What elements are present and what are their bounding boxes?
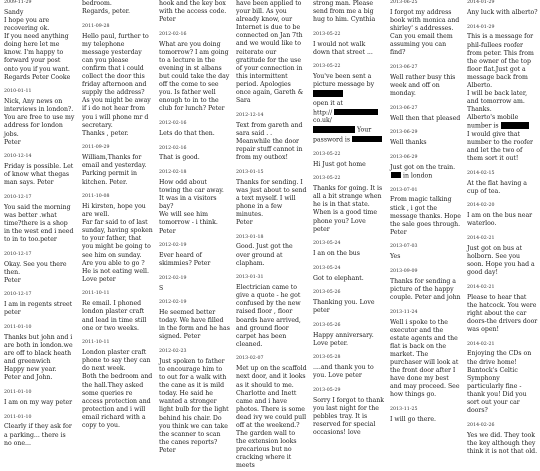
message-body: Text from gareth and sara said . . Meanwhile the door repair stuff cannot in from my outbox! (236, 121, 305, 161)
message-body: Please to hear that the hatcock. You were right about the car doors-the drivers door was open! (467, 293, 540, 333)
message-date: 2012-02-19 (159, 275, 187, 281)
message-body: He seemed better today. We have filled in the form and he has signed. Peter (159, 309, 232, 341)
message-text (390, 196, 461, 236)
message-date: 2014-02-21 (467, 284, 495, 290)
message-body: Got to elephant. (313, 274, 364, 282)
message-text (159, 309, 230, 341)
message-text (313, 0, 384, 24)
message-text (313, 41, 384, 57)
message-text (4, 399, 75, 407)
message-text (4, 163, 75, 187)
message-entry (390, 155, 461, 180)
message-body: Met up on the scaffold next door, and it looks as it should to me. Charlotte and Inett came and i have photos. There is some dead ivy we could pull off at the weekend.? The garden wall to the extension looks precarious but no cracking where it meets (236, 365, 309, 470)
message-date: 2011-10-11 (82, 291, 110, 297)
message-text (159, 0, 230, 24)
message-text (4, 334, 75, 383)
message-date: 2011-10-08 (82, 194, 110, 200)
message-body: Lets do that then. (159, 129, 215, 137)
message-entry (390, 130, 461, 147)
message-date: 2014-02-26 (467, 422, 495, 428)
message-body: Good. Just got the over ground at clapham. (236, 243, 295, 267)
message-text (159, 41, 230, 114)
message-text (390, 115, 461, 123)
message-text (236, 0, 307, 105)
message-text (82, 300, 153, 332)
message-entry (4, 292, 75, 317)
message-text (313, 299, 384, 315)
message-body: I am on the bus near waterloo. (467, 212, 535, 228)
message-entry (467, 0, 538, 17)
message-text (390, 164, 461, 180)
message-column (236, 0, 309, 470)
message-body: Electrician came to give a quote - he got confused by the new raised floor , floor boards have arrived, and ground floor carpet has been cleaned. (236, 284, 303, 348)
message-date: 2013-05-24 (313, 241, 341, 247)
message-body: What are you doing tomorrow? I am going to a lecture in the evening in st albans but could take the day off the come to see you. Is father well enough to in to the club for lunch? Peter (159, 40, 232, 113)
message-text (236, 243, 307, 267)
message-date: 2013-06-27 (390, 64, 418, 70)
message-date: 2013-05-24 (313, 265, 341, 271)
message-text (313, 364, 384, 380)
message-date: 2013-06-25 (390, 0, 418, 5)
message-entry (159, 243, 230, 268)
message-text (236, 365, 307, 470)
message-entry (4, 390, 75, 407)
message-body: Well thanks (390, 139, 427, 147)
message-body: I an on the bus (313, 250, 360, 258)
message-entry (159, 32, 230, 114)
message-entry (467, 171, 538, 196)
message-body: Well rather busy this week and off on monday. (390, 73, 458, 98)
message-date: 2013-06-29 (390, 154, 418, 160)
message-body: Thanks but john and i are both in london.we are off to black heath and greenwich Happy new year. Peter and John. (4, 333, 73, 382)
message-body: That is good. (159, 154, 200, 162)
redaction-bar (501, 122, 529, 128)
message-body: From magic talking stick , i got the message thanks. Hope the sale goes through. Peter (390, 196, 463, 236)
message-entry (313, 323, 384, 348)
message-date: 2012-02-18 (159, 170, 187, 176)
message-entry (159, 121, 230, 138)
message-text (467, 33, 538, 163)
message-date: 2013-07-03 (390, 244, 418, 250)
message-body: Yes we did. They took the key although they think it is not that old. (467, 431, 538, 455)
message-body-continued: I would give that number to the roofer and let the two of them sort it out! (467, 130, 533, 163)
message-text (390, 9, 461, 58)
message-entry (390, 0, 461, 57)
message-entry (467, 203, 538, 228)
message-body: Any luck with alberto? (467, 8, 538, 16)
message-entry (4, 252, 75, 285)
message-body: Hi kirsten, hope you are well. Far far said to of last sunday, having spoken to your father, that you might be going to see him on sunday. Are you able to go ? He is not eating well. Love peter (82, 203, 153, 283)
message-date: 2012-02-16 (159, 145, 187, 151)
message-text (467, 294, 538, 334)
message-entry (313, 266, 384, 283)
message-text (467, 180, 538, 196)
message-body: ....and thank you to you. Love peter (313, 364, 376, 380)
message-body: Thanks for going. It is all a bit strange when he is in that state. When is a good time phone you? Love peter (313, 185, 385, 233)
message-body: Yes (390, 253, 401, 261)
message-text (390, 139, 461, 147)
message-entry (313, 290, 384, 315)
message-date: 2013-01-18 (236, 234, 264, 240)
message-date: 2013-01-31 (236, 275, 264, 281)
message-date: 2013-11-24 (390, 309, 418, 315)
message-entry (467, 25, 538, 164)
message-date: 2013-05-22 (313, 64, 341, 70)
message-column (82, 0, 153, 429)
message-entry (313, 176, 384, 233)
message-date: 2013-09-09 (390, 268, 418, 274)
message-entry (82, 291, 153, 332)
message-entry (313, 152, 384, 169)
message-date: 2012-02-23 (159, 348, 187, 354)
message-body: I forgot my address book with monica and shirley' s addresses. Can you email them assuming you can find? (390, 8, 462, 57)
message-date: 2013-06-27 (390, 105, 418, 111)
redaction-bar (313, 126, 355, 132)
message-body: I will go there. (390, 415, 436, 423)
redacted-line (313, 126, 384, 134)
message-date: 2014-02-20 (467, 203, 495, 209)
message-text (313, 73, 384, 89)
message-body: Just got on the train. (390, 163, 456, 171)
message-text (313, 161, 384, 169)
message-date: 2012-12-14 (236, 112, 264, 118)
redacted-line-prefix: password is (313, 136, 351, 144)
message-entry (313, 64, 384, 144)
message-body: William,Thanks for email and yesterday. Parking permit in kitchen. Peter. (82, 154, 149, 186)
message-text (236, 179, 307, 228)
message-entry (390, 106, 461, 123)
message-body: London plaster craft phone to say they can do next week. Both the bedroom and the hall.They asked some queries re access protection and protection and i will email richard with a copy to you. (82, 349, 153, 429)
message-body: Thanking you. Love peter (313, 299, 377, 315)
message-column (4, 0, 76, 447)
message-date: 2013-07-01 (390, 187, 418, 193)
message-text (159, 179, 230, 236)
message-body-continued: in london (401, 171, 433, 179)
message-entry (4, 0, 75, 82)
message-entry (313, 355, 384, 380)
message-body: I am on my way peter (4, 398, 73, 406)
message-entry (390, 65, 461, 98)
message-text (82, 33, 153, 138)
message-text (82, 0, 153, 16)
message-body: bedroom. Regards, peter. (82, 0, 131, 16)
redacted-line-suffix: Your (355, 126, 372, 134)
redaction-bar (334, 109, 378, 115)
message-date: 2014-02-15 (467, 170, 495, 176)
message-date: 2014-02-21 (467, 341, 495, 347)
message-date: 2013-05-26 (313, 322, 341, 328)
message-text (4, 261, 75, 285)
message-entry (4, 154, 75, 187)
message-body: Sandy I hope you are recovering ok. If you need anything doing here let me know. I'm happy to forward your post onto you if you want. Regards Peter Cooke (4, 8, 71, 81)
message-date: 2012-02-16 (159, 31, 187, 37)
message-entry (313, 388, 384, 437)
message-text (313, 250, 384, 258)
redacted-line-suffix: co.uk/ (313, 117, 332, 125)
message-body: hook and the key box with the access code. Peter (159, 0, 229, 24)
message-text (313, 275, 384, 283)
redacted-line (313, 100, 384, 108)
message-entry (236, 113, 307, 162)
message-body: Friday is possible. Let of know what thegas man says. Peter (4, 163, 76, 187)
message-text (82, 203, 153, 284)
message-date: 2013-11-25 (390, 406, 418, 412)
message-date: 2013-05-22 (313, 31, 341, 37)
message-text (4, 423, 75, 447)
message-text (390, 253, 461, 261)
redacted-line (313, 109, 384, 125)
message-body: At the flat having a cup of tea. (467, 179, 529, 195)
message-entry (236, 0, 307, 105)
message-body: strong man. Please send from me a big hug to him. Cynthia (313, 0, 376, 24)
message-date: 2014-01-29 (467, 24, 495, 30)
message-entry (313, 241, 384, 258)
message-body: Hi Just got home (313, 160, 366, 168)
message-date: 2013-05-22 (313, 176, 341, 182)
message-date: 2011-01-10 (4, 390, 32, 396)
message-text (467, 212, 538, 228)
message-entry (159, 300, 230, 341)
message-text (313, 332, 384, 348)
redaction-bar (352, 136, 382, 142)
message-entry (467, 285, 538, 334)
message-text (390, 74, 461, 98)
message-date: 2013-06-29 (390, 130, 418, 136)
message-body: Re email. I phoned london plaster craft and lead in time still one or two weeks. (82, 300, 149, 332)
message-body: Well i spoke to the executor and the estate agents and the flat is back on the market. The purchaser will look at the front door after I have done my best and may proceed. See how things go. (390, 318, 462, 399)
message-entry (4, 89, 75, 146)
message-text (159, 252, 230, 268)
message-date: 2011-01-10 (4, 414, 32, 420)
message-body: Just got on bus at holborn. See you soon. Hope you had a good day! (467, 244, 537, 277)
message-column (390, 0, 463, 423)
redacted-line-prefix: open it at (313, 99, 343, 107)
message-text (4, 204, 75, 244)
message-body: Sorry I forgot to thank you last night for the pebbles tray. It is reserved for special occasions! love (313, 396, 386, 437)
message-date: 2011-09-29 (82, 145, 110, 151)
message-text (467, 245, 538, 277)
message-date: 2010-01-11 (4, 89, 32, 95)
message-entry (390, 407, 461, 424)
message-entry (82, 0, 153, 16)
message-date: 2010-12-17 (4, 292, 32, 298)
message-text (467, 432, 538, 456)
message-text (4, 98, 75, 147)
message-entry (236, 170, 307, 227)
message-entry (82, 194, 153, 284)
message-entry (236, 235, 307, 268)
message-entry (159, 146, 230, 163)
message-column (313, 0, 386, 437)
message-body: Clearly if they ask for a parking... there is no one... (4, 423, 74, 447)
message-body: You've been sent a picture message by (313, 73, 375, 89)
message-entry (236, 275, 307, 349)
message-text (4, 301, 75, 317)
message-entry (390, 269, 461, 302)
message-date: 2013-05-26 (313, 290, 341, 296)
message-body: have been applied to your bill. As you already know, our Internet is due to be connected on Jan 7th and we would like to reiterate our gratitude for the use of your connection in this intermittent period. Apologies once again, Gareth & Sara (236, 0, 306, 105)
message-entry (82, 24, 153, 138)
message-column (159, 0, 232, 454)
message-text (467, 350, 538, 415)
message-body: Nick, Any news on interviews in london?. You are free to use my address for london jobs. Peter (4, 98, 75, 146)
message-body: Happy anniversary. Love peter. (313, 331, 376, 347)
message-body: Enjoying the CDs on the drive home! Bantock's Celtic Symphony particularly fine - thank you! Did you sort out your car doors? (467, 350, 534, 415)
message-text (4, 9, 75, 82)
message-text (82, 154, 153, 186)
message-entry (159, 0, 230, 24)
message-entry (159, 276, 230, 293)
message-text (467, 9, 538, 17)
message-entry (4, 415, 75, 448)
message-body: Hello paul, further to my telephone message yesterday can you please confirm that i could collect the door this friday afternoon and supply the address? As you might be away if i do not hear from you i will phone mr d secretary. Thanks , peter. (82, 32, 151, 137)
message-body: How odd about towing the car away. It was in a visitors bay? We will see him tomorrow - i think. Peter (159, 178, 224, 235)
message-entry (467, 342, 538, 416)
message-entry (4, 195, 75, 244)
message-text (159, 154, 230, 162)
message-entry (313, 32, 384, 57)
message-entry (467, 423, 538, 456)
message-body: Thanks for sending. I was just about to send a text myself. I will phone in a few minutes. Peter (236, 178, 307, 226)
message-text (82, 349, 153, 430)
redacted-line-prefix: http:// (313, 109, 333, 117)
message-date: 2010-12-14 (4, 154, 32, 160)
message-text (313, 185, 384, 234)
message-entry (467, 236, 538, 277)
message-text (390, 416, 461, 424)
message-date: 2013-05-29 (313, 387, 341, 393)
message-date: 2013-05-28 (313, 355, 341, 361)
message-text (313, 397, 384, 437)
message-entry (82, 145, 153, 186)
redacted-line (313, 136, 384, 144)
message-date: 2012-02-19 (159, 300, 187, 306)
message-entry (390, 188, 461, 237)
message-date: 2014-02-21 (467, 235, 495, 241)
message-text (159, 130, 230, 138)
message-date: 2010-12-17 (4, 251, 32, 257)
message-entry (313, 0, 384, 24)
message-body: Okay. See you there then. Peter (4, 260, 67, 284)
message-body: Well then that pleased (390, 114, 461, 122)
message-body: Thanks for sending a picture of the happy couple. Peter and john (390, 277, 461, 302)
message-text (236, 122, 307, 162)
message-body: You said the morning was better .what time?there is a shop in the west end i need to in to too.peter (4, 203, 76, 244)
message-body: Just spoken to father to encourage him to to out for a walk with the cane as it is mild today. He said he wanted a stronger light bulb for the light behind his chair. Do you think we can take the scanner to scan the canes reports? Peter (159, 357, 229, 454)
message-date: 2012-02-19 (159, 243, 187, 249)
message-text (236, 284, 307, 349)
message-entry (390, 310, 461, 400)
message-body: I would not walk down that street ... (313, 40, 373, 56)
redaction-bar (313, 90, 343, 96)
message-entry (236, 356, 307, 470)
redacted-line (313, 90, 384, 98)
message-body: This is a message for phil-fullees roofer from peter. This from the owner of the top floor flat.Just got a message back from Alberto. I will be back later, and tomorrow am. Thanks. Alberto's mobile number is (467, 33, 534, 130)
message-date: 2012-02-16 (159, 121, 187, 127)
message-date: 2014-01-29 (467, 0, 495, 5)
message-body: I am in regents street peter (4, 301, 75, 317)
message-date: 2013-05-22 (313, 151, 341, 157)
message-entry (159, 349, 230, 455)
message-entry (82, 340, 153, 430)
message-text (390, 319, 461, 400)
message-date: 2013-02-07 (236, 356, 264, 362)
message-date: 2011-01-10 (4, 325, 32, 331)
redaction-bar (391, 172, 401, 178)
message-body: S (159, 284, 164, 292)
message-text (159, 285, 230, 293)
message-column (467, 0, 540, 455)
message-entry (390, 244, 461, 261)
message-entry (4, 325, 75, 382)
message-date: 2013-01-15 (236, 169, 264, 175)
message-date: 2010-12-17 (4, 194, 32, 200)
message-text (159, 358, 230, 455)
message-date: 2011-09-28 (82, 23, 110, 29)
message-date: 2009-11-29 (4, 0, 32, 5)
message-date: 2011-10-11 (82, 340, 110, 346)
message-text (390, 278, 461, 302)
message-body: Ever heard of skimmies? Peter (159, 252, 211, 268)
message-entry (159, 170, 230, 236)
